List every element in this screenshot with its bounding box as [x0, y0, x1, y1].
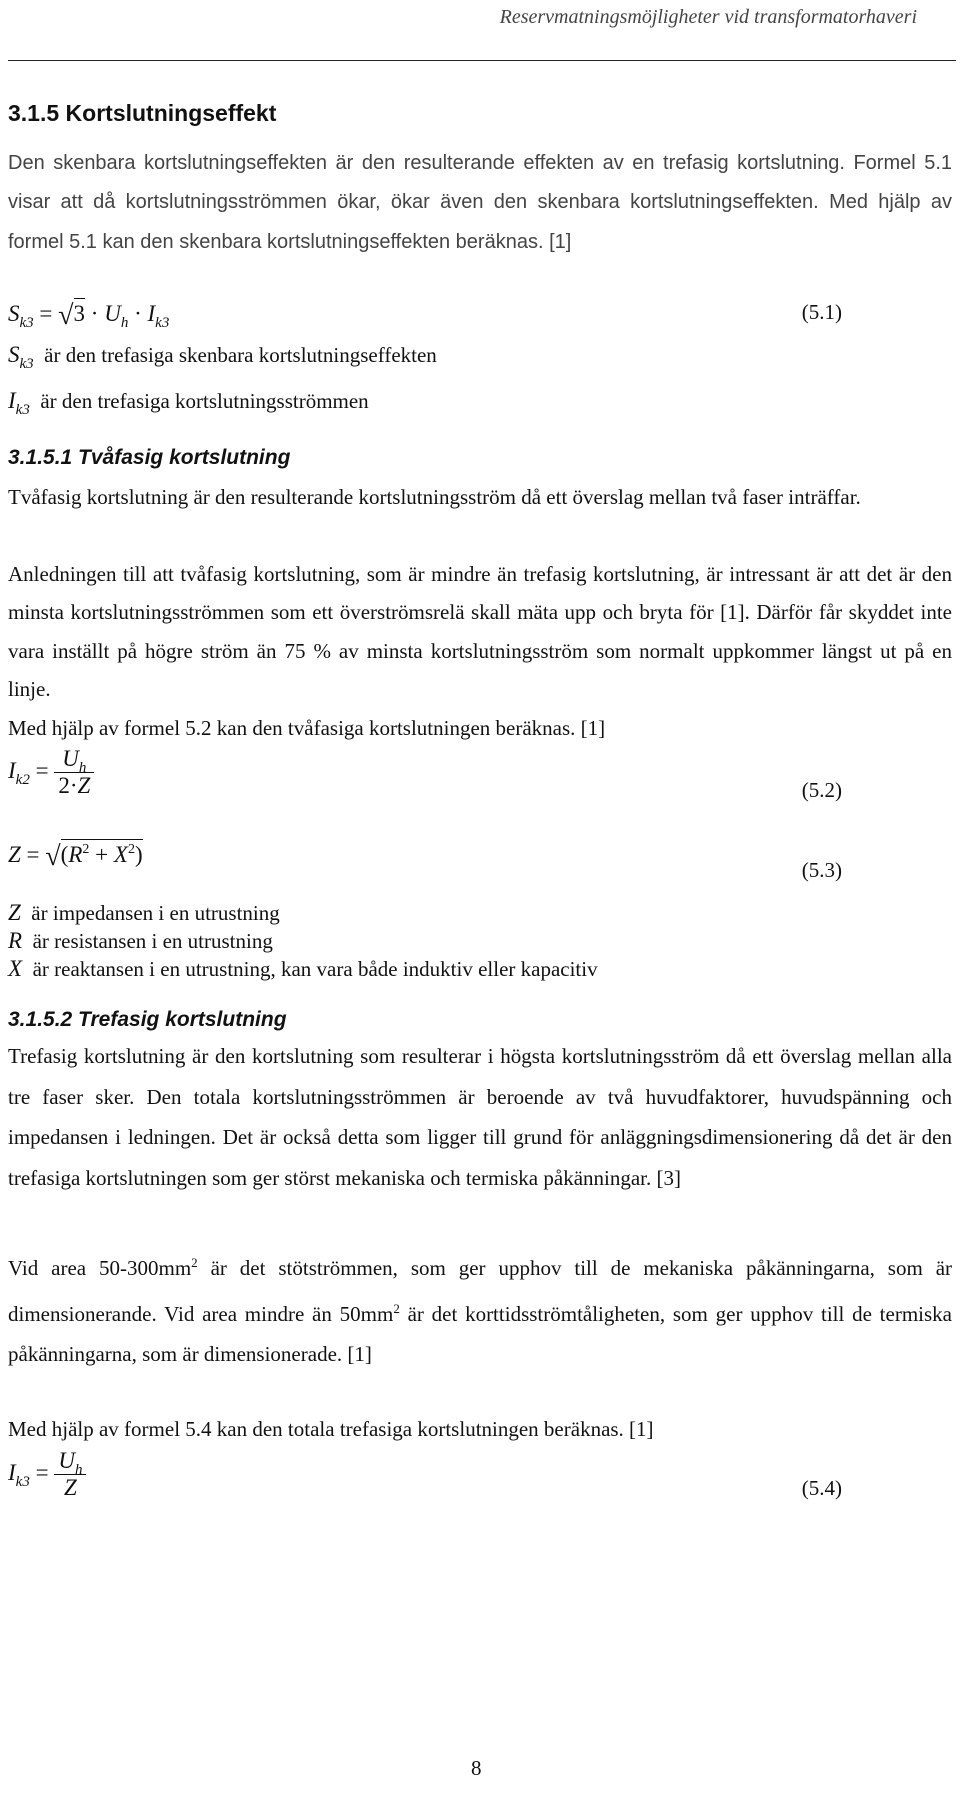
definition-line [8, 956, 598, 982]
running-header: Reservmatningsmöjligheter vid transformatorhaveri [499, 6, 917, 28]
formula-symbol: U [58, 1448, 75, 1473]
formula-5-3 [8, 838, 143, 870]
definition-subscript: k3 [19, 356, 34, 372]
equation-number: (5.1) [801, 300, 842, 324]
formula-5-4 [8, 1448, 86, 1501]
formula-subscript: k3 [15, 1473, 30, 1490]
formula-fraction [54, 1448, 86, 1501]
formula-paren: ) [134, 842, 143, 867]
fraction-denominator [54, 1475, 86, 1501]
formula-subscript: h [78, 760, 87, 776]
formula-equals: = [35, 757, 49, 783]
formula-symbol: I [147, 301, 156, 326]
formula-dot: · [90, 301, 99, 326]
radical-argument [61, 839, 143, 868]
threephase-paragraph-1: Trefasig kortslutning är den kortslutning som resulterar i högsta kortslutningsström då ett överslag mellan alla tre faser sker. Den totala kortslutningsströmmen är beroende av två huvudfaktorer, huvudspänning och impedansen i ledningen. Det är också detta som ligger till grund för anläggningsdimensionering då det är den trefasiga kortslutningen som ger störst mekaniska och termiska påkänningar. [3] [8, 1044, 952, 1190]
section-heading-trefasig: 3.1.5.2 Trefasig kortslutning [8, 1008, 287, 1031]
header-rule [8, 60, 956, 61]
equation-number: (5.4) [801, 1476, 842, 1500]
formula-symbol: Z [63, 1475, 77, 1500]
definition-symbol: X [8, 956, 23, 981]
twophase-paragraph-3: Med hjälp av formel 5.2 kan den tvåfasiga kortslutningen beräknas. [1] [8, 716, 606, 740]
formula-subscript: k3 [155, 315, 170, 331]
definition-symbol: R [8, 928, 23, 953]
formula-subscript: h [74, 1462, 83, 1478]
threephase-paragraph-2 [8, 1243, 952, 1375]
threephase-paragraph-3: Med hjälp av formel 5.4 kan den totala trefasiga kortslutningen beräknas. [1] [8, 1417, 654, 1441]
superscript: 2 [191, 1255, 198, 1270]
section-heading-kortslutningseffekt: 3.1.5 Kortslutningseffekt [8, 100, 277, 126]
formula-exponent: 2 [82, 842, 90, 857]
formula-equals: = [26, 842, 40, 867]
formula-dot: · [134, 301, 142, 326]
twophase-paragraph-1: Tvåfasig kortslutning är den resulterande kortslutningsström då ett överslag mellan två faser inträffar. [8, 485, 861, 509]
formula-exponent: 2 [127, 842, 135, 857]
definition-text: är resistansen i en utrustning [32, 929, 273, 953]
formula-equals: = [35, 1459, 49, 1485]
formula-equals: = [39, 301, 53, 326]
formula-subscript: h [120, 315, 129, 331]
formula-coefficient: 2 [58, 773, 70, 798]
superscript: 2 [393, 1300, 400, 1316]
intro-text-b: Med hjälp av formel 5.1 kan den skenbara kortslutningseffekten beräknas. [1] [8, 191, 952, 253]
definition-symbol: I [8, 388, 16, 413]
formula-symbol: I [8, 1459, 16, 1485]
definition-text: är den trefasiga kortslutningsströmmen [40, 389, 369, 413]
paragraph-text: Vid area 50-300mm [8, 1256, 192, 1280]
formula-symbol: R [68, 842, 83, 867]
radical-sign: √ [45, 841, 61, 872]
intro-text-a: Den skenbara kortslutningseffekten är den resulterande effekten av en trefasig kortslutning. Formel 5.1 visar att då kortslutningsströmmen ökar, ökar även den skenbara kortslutningseffekten. [8, 152, 952, 214]
formula-symbol: U [104, 301, 121, 326]
page-number: 8 [471, 1756, 482, 1780]
definition-line [8, 342, 437, 372]
formula-5-2 [8, 746, 94, 799]
twophase-paragraph-2: Anledningen till att tvåfasig kortslutning, som är mindre än trefasig kortslutning, är intressant är att det är den minsta kortslutningsströmmen som ett överströmsrelä skall mäta upp och bryta för [1]. Därför får skyddet inte vara inställt på högre ström än 75 % av minsta kortslutningsström som normalt uppkommer längst ut på en linje. [8, 562, 952, 701]
formula-symbol: Z [8, 842, 21, 867]
fraction-denominator [54, 773, 94, 799]
formula-dot: · [69, 773, 78, 798]
definition-line [8, 900, 280, 926]
paragraph-text: är det korttidsströmtåligheten, som ger upphov till de termiska påkänningarna, som är dimensionerade. [1] [8, 1301, 952, 1366]
definition-line [8, 928, 273, 954]
section-heading-tvafasig: 3.1.5.1 Tvåfasig kortslutning [8, 446, 291, 469]
radical-argument: 3 [74, 298, 86, 327]
paragraph-text: är det stötströmmen, som ger upphov till de mekaniska påkänningarna, som är dimensionerande. Vid area mindre än 50mm [8, 1256, 953, 1326]
definition-subscript: k3 [15, 402, 30, 418]
equation-number: (5.3) [801, 858, 842, 882]
definition-text: är den trefasiga skenbara kortslutningseffekten [44, 343, 437, 367]
definition-symbol: Z [8, 900, 21, 925]
fraction-numerator [54, 1448, 86, 1478]
radical-sign: √ [58, 300, 74, 331]
definition-symbol: S [8, 342, 20, 367]
formula-plus: + [95, 842, 109, 867]
formula-subscript: k3 [19, 315, 34, 331]
formula-symbol: S [8, 301, 20, 326]
formula-symbol: X [113, 842, 128, 867]
equation-number: (5.2) [801, 778, 842, 802]
definition-text: är impedansen i en utrustning [31, 901, 280, 925]
formula-5-1 [8, 297, 169, 329]
formula-fraction [54, 746, 94, 799]
fraction-numerator [54, 746, 94, 776]
formula-paren: ( [60, 842, 69, 867]
formula-symbol: U [62, 746, 79, 771]
definition-line [8, 388, 369, 418]
definition-text: är reaktansen i en utrustning, kan vara både induktiv eller kapacitiv [32, 957, 598, 981]
intro-paragraph [8, 143, 952, 261]
formula-symbol: Z [77, 773, 91, 798]
formula-symbol: I [8, 757, 16, 783]
formula-subscript: k2 [15, 771, 30, 788]
